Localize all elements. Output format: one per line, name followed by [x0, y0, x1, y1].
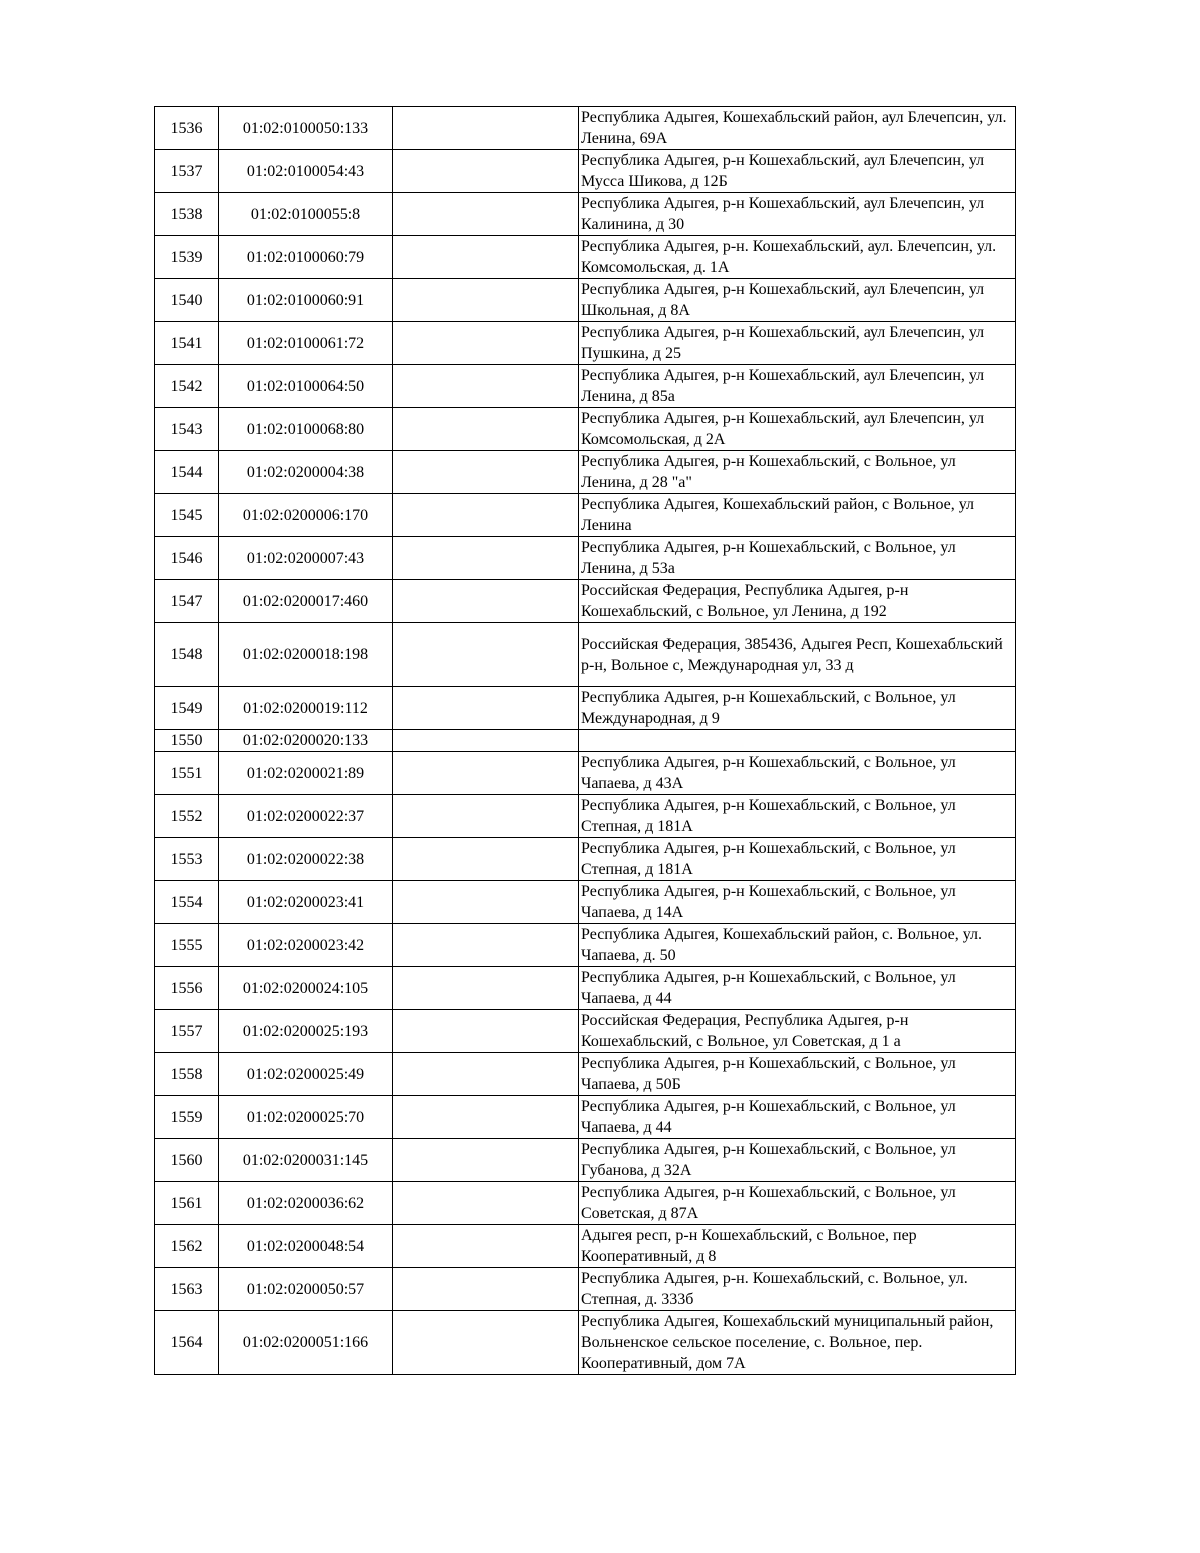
cadastral-number: 01:02:0200051:166 — [219, 1311, 393, 1375]
empty-cell — [393, 1268, 579, 1311]
empty-cell — [393, 1139, 579, 1182]
empty-cell — [393, 408, 579, 451]
empty-cell — [393, 795, 579, 838]
address: Республика Адыгея, Кошехабльский муниципальный район, Вольненское сельское поселение, с. Вольное, пер. Кооперативный, дом 7А — [579, 1311, 1016, 1375]
table-row — [155, 623, 1016, 687]
empty-cell — [393, 1010, 579, 1053]
table-row — [155, 451, 1016, 494]
empty-cell — [393, 838, 579, 881]
empty-cell — [393, 1182, 579, 1225]
row-number: 1561 — [155, 1182, 219, 1225]
cadastral-number: 01:02:0200024:105 — [219, 967, 393, 1010]
address: Республика Адыгея, р-н. Кошехабльский, с. Вольное, ул. Степная, д. 333б — [579, 1268, 1016, 1311]
row-number: 1560 — [155, 1139, 219, 1182]
table-row — [155, 150, 1016, 193]
empty-cell — [393, 451, 579, 494]
row-number: 1558 — [155, 1053, 219, 1096]
empty-cell — [393, 752, 579, 795]
row-number: 1552 — [155, 795, 219, 838]
address: Республика Адыгея, р-н Кошехабльский, с Вольное, ул Чапаева, д 43А — [579, 752, 1016, 795]
address: Республика Адыгея, р-н Кошехабльский, с Вольное, ул Чапаева, д 14А — [579, 881, 1016, 924]
empty-cell — [393, 1096, 579, 1139]
empty-cell — [393, 537, 579, 580]
row-number: 1564 — [155, 1311, 219, 1375]
cadastral-number: 01:02:0200018:198 — [219, 623, 393, 687]
table-row — [155, 279, 1016, 322]
table-row — [155, 881, 1016, 924]
address: Республика Адыгея, р-н Кошехабльский, аул Блечепсин, ул Калинина, д 30 — [579, 193, 1016, 236]
row-number: 1551 — [155, 752, 219, 795]
table-row — [155, 838, 1016, 881]
row-number: 1542 — [155, 365, 219, 408]
address: Республика Адыгея, р-н Кошехабльский, с Вольное, ул Степная, д 181А — [579, 838, 1016, 881]
table-row — [155, 193, 1016, 236]
table-row — [155, 1311, 1016, 1375]
table-row — [155, 107, 1016, 150]
table-row — [155, 795, 1016, 838]
cadastral-number: 01:02:0200022:37 — [219, 795, 393, 838]
row-number: 1541 — [155, 322, 219, 365]
empty-cell — [393, 924, 579, 967]
empty-cell — [393, 279, 579, 322]
address: Республика Адыгея, Кошехабльский район, аул Блечепсин, ул. Ленина, 69А — [579, 107, 1016, 150]
address: Республика Адыгея, р-н Кошехабльский, с Вольное, ул Ленина, д 28 "а" — [579, 451, 1016, 494]
cadastral-number: 01:02:0200004:38 — [219, 451, 393, 494]
table-row — [155, 1268, 1016, 1311]
empty-cell — [393, 150, 579, 193]
row-number: 1557 — [155, 1010, 219, 1053]
address: Республика Адыгея, р-н Кошехабльский, с Вольное, ул Губанова, д 32А — [579, 1139, 1016, 1182]
cadastral-number: 01:02:0200023:42 — [219, 924, 393, 967]
table-row — [155, 1053, 1016, 1096]
row-number: 1548 — [155, 623, 219, 687]
table-row — [155, 924, 1016, 967]
row-number: 1555 — [155, 924, 219, 967]
row-number: 1556 — [155, 967, 219, 1010]
empty-cell — [393, 730, 579, 752]
cadastral-number: 01:02:0200031:145 — [219, 1139, 393, 1182]
row-number: 1543 — [155, 408, 219, 451]
address: Республика Адыгея, Кошехабльский район, с Вольное, ул Ленина — [579, 494, 1016, 537]
empty-cell — [393, 322, 579, 365]
cadastral-number: 01:02:0100061:72 — [219, 322, 393, 365]
table-row — [155, 236, 1016, 279]
empty-cell — [393, 967, 579, 1010]
empty-cell — [393, 107, 579, 150]
address: Республика Адыгея, Кошехабльский район, с. Вольное, ул. Чапаева, д. 50 — [579, 924, 1016, 967]
row-number: 1544 — [155, 451, 219, 494]
row-number: 1563 — [155, 1268, 219, 1311]
row-number: 1536 — [155, 107, 219, 150]
cadastral-number: 01:02:0200006:170 — [219, 494, 393, 537]
cadastral-number: 01:02:0200019:112 — [219, 687, 393, 730]
row-number: 1554 — [155, 881, 219, 924]
cadastral-number: 01:02:0200007:43 — [219, 537, 393, 580]
address — [579, 730, 1016, 752]
address: Адыгея респ, р-н Кошехабльский, с Вольное, пер Кооперативный, д 8 — [579, 1225, 1016, 1268]
address: Республика Адыгея, р-н Кошехабльский, аул Блечепсин, ул Комсомольская, д 2А — [579, 408, 1016, 451]
address: Российская Федерация, Республика Адыгея, р-н Кошехабльский, с Вольное, ул Ленина, д 192 — [579, 580, 1016, 623]
address: Российская Федерация, Республика Адыгея, р-н Кошехабльский, с Вольное, ул Советская, д 1 а — [579, 1010, 1016, 1053]
address: Республика Адыгея, р-н Кошехабльский, с Вольное, ул Чапаева, д 44 — [579, 967, 1016, 1010]
row-number: 1539 — [155, 236, 219, 279]
table-row — [155, 322, 1016, 365]
cadastral-number: 01:02:0200021:89 — [219, 752, 393, 795]
table-row — [155, 1225, 1016, 1268]
row-number: 1538 — [155, 193, 219, 236]
empty-cell — [393, 1225, 579, 1268]
cadastral-number: 01:02:0200017:460 — [219, 580, 393, 623]
row-number: 1553 — [155, 838, 219, 881]
row-number: 1540 — [155, 279, 219, 322]
table-row — [155, 408, 1016, 451]
row-number: 1545 — [155, 494, 219, 537]
row-number: 1550 — [155, 730, 219, 752]
row-number: 1562 — [155, 1225, 219, 1268]
empty-cell — [393, 687, 579, 730]
row-number: 1559 — [155, 1096, 219, 1139]
row-number: 1546 — [155, 537, 219, 580]
cadastral-number: 01:02:0100068:80 — [219, 408, 393, 451]
empty-cell — [393, 494, 579, 537]
cadastral-number: 01:02:0200048:54 — [219, 1225, 393, 1268]
table-row — [155, 967, 1016, 1010]
address: Республика Адыгея, р-н Кошехабльский, аул Блечепсин, ул Ленина, д 85а — [579, 365, 1016, 408]
address: Российская Федерация, 385436, Адыгея Респ, Кошехабльский р-н, Вольное с, Международная ул, 33 д — [579, 623, 1016, 687]
table-row — [155, 687, 1016, 730]
cadastral-number: 01:02:0200025:70 — [219, 1096, 393, 1139]
cadastral-number: 01:02:0100060:79 — [219, 236, 393, 279]
cadastral-number: 01:02:0200022:38 — [219, 838, 393, 881]
address: Республика Адыгея, р-н Кошехабльский, с Вольное, ул Ленина, д 53а — [579, 537, 1016, 580]
address: Республика Адыгея, р-н Кошехабльский, с Вольное, ул Чапаева, д 44 — [579, 1096, 1016, 1139]
property-table — [154, 106, 1016, 1375]
cadastral-number: 01:02:0200020:133 — [219, 730, 393, 752]
empty-cell — [393, 236, 579, 279]
address: Республика Адыгея, р-н Кошехабльский, с Вольное, ул Степная, д 181А — [579, 795, 1016, 838]
cadastral-number: 01:02:0200025:193 — [219, 1010, 393, 1053]
empty-cell — [393, 193, 579, 236]
address: Республика Адыгея, р-н Кошехабльский, аул Блечепсин, ул Мусса Шикова, д 12Б — [579, 150, 1016, 193]
table-row — [155, 1096, 1016, 1139]
empty-cell — [393, 1311, 579, 1375]
address: Республика Адыгея, р-н Кошехабльский, аул Блечепсин, ул Пушкина, д 25 — [579, 322, 1016, 365]
cadastral-number: 01:02:0100054:43 — [219, 150, 393, 193]
address: Республика Адыгея, р-н Кошехабльский, с Вольное, ул Советская, д 87А — [579, 1182, 1016, 1225]
row-number: 1547 — [155, 580, 219, 623]
row-number: 1537 — [155, 150, 219, 193]
row-number: 1549 — [155, 687, 219, 730]
cadastral-number: 01:02:0100055:8 — [219, 193, 393, 236]
table-row — [155, 752, 1016, 795]
address: Республика Адыгея, р-н. Кошехабльский, аул. Блечепсин, ул. Комсомольская, д. 1А — [579, 236, 1016, 279]
table-row — [155, 537, 1016, 580]
table-row — [155, 1010, 1016, 1053]
cadastral-number: 01:02:0200036:62 — [219, 1182, 393, 1225]
empty-cell — [393, 881, 579, 924]
table-row — [155, 1139, 1016, 1182]
empty-cell — [393, 580, 579, 623]
cadastral-number: 01:02:0100064:50 — [219, 365, 393, 408]
empty-cell — [393, 365, 579, 408]
cadastral-number: 01:02:0200023:41 — [219, 881, 393, 924]
table-row — [155, 494, 1016, 537]
table-row — [155, 365, 1016, 408]
address: Республика Адыгея, р-н Кошехабльский, аул Блечепсин, ул Школьная, д 8А — [579, 279, 1016, 322]
empty-cell — [393, 1053, 579, 1096]
address: Республика Адыгея, р-н Кошехабльский, с Вольное, ул Международная, д 9 — [579, 687, 1016, 730]
cadastral-number: 01:02:0100050:133 — [219, 107, 393, 150]
table-row — [155, 580, 1016, 623]
table-row — [155, 730, 1016, 752]
cadastral-number: 01:02:0100060:91 — [219, 279, 393, 322]
table-row — [155, 1182, 1016, 1225]
address: Республика Адыгея, р-н Кошехабльский, с Вольное, ул Чапаева, д 50Б — [579, 1053, 1016, 1096]
empty-cell — [393, 623, 579, 687]
cadastral-number: 01:02:0200025:49 — [219, 1053, 393, 1096]
cadastral-number: 01:02:0200050:57 — [219, 1268, 393, 1311]
